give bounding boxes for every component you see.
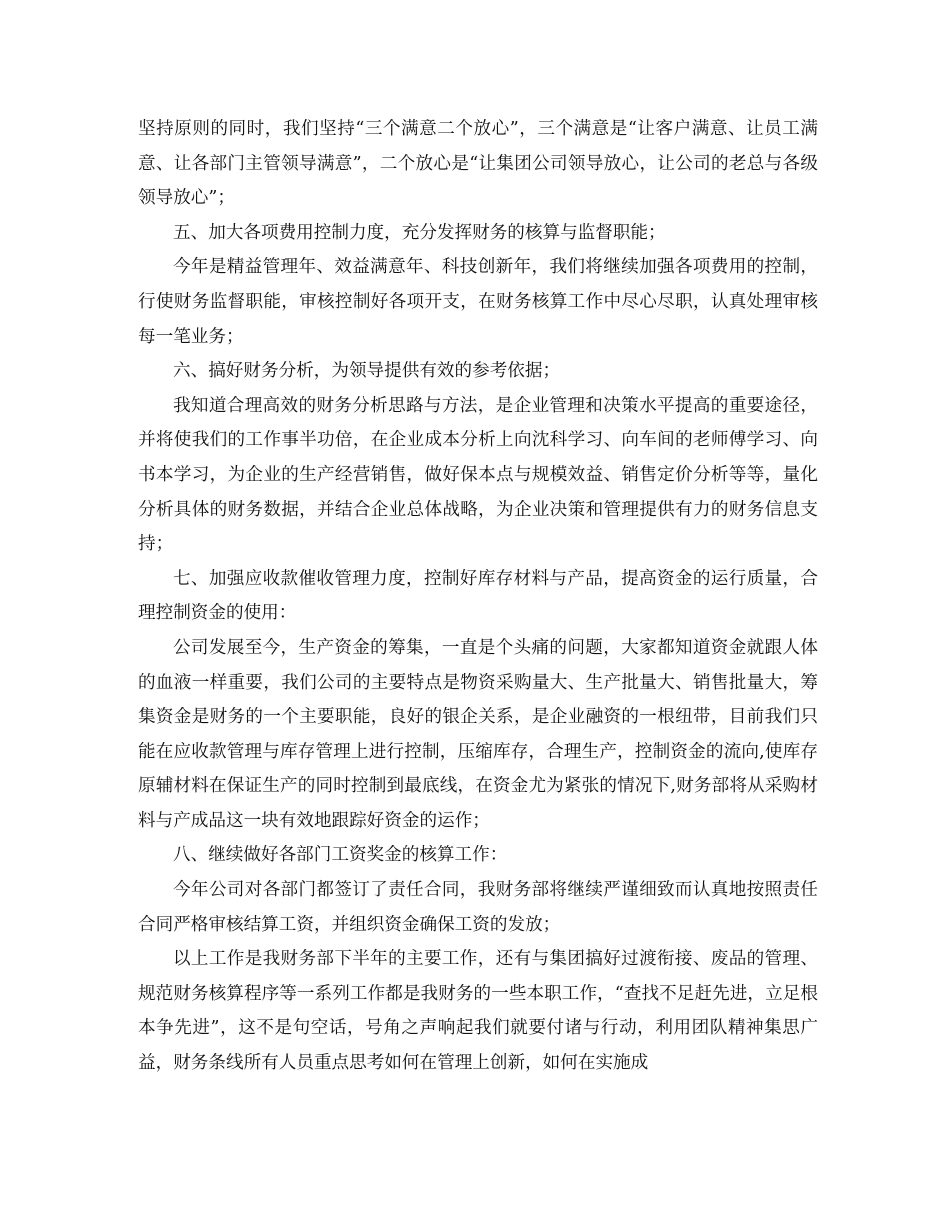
heading-item-seven: 七、加强应收款催收管理力度，控制好库存材料与产品，提高资金的运行质量，合理控制资金的使用： <box>138 568 818 624</box>
heading-item-eight: 八、继续做好各部门工资奖金的核算工作： <box>173 845 508 866</box>
paragraph-financial-analysis: 我知道合理高效的财务分析思路与方法，是企业管理和决策水平提高的重要途径，并将使我们的工作事半功倍，在企业成本分析上向沈科学习、向车间的老师傅学习、向书本学习，为企业的生产经营销售，做好保本点与规模效益、销售定价分析等等，量化分析具体的财务数据，并结合企业总体战略，为企业决策和管理提供有力的财务信息支持； <box>138 395 818 555</box>
paragraph-summary: 以上工作是我财务部下半年的主要工作，还有与集团搞好过渡衔接、废品的管理、规范财务核算程序等一系列工作都是我财务的一些本职工作，“查找不足赶先进，立足根本争先进”，这不是句空话，号角之声响起我们就要付诸与行动，利用团队精神集思广益，财务条线所有人员重点思考如何在管理上创新，如何在实施成 <box>138 949 818 1074</box>
heading-item-six: 六、搞好财务分析，为领导提供有效的参考依据； <box>173 361 561 382</box>
paragraph-cost-control: 今年是精益管理年、效益满意年、科技创新年，我们将继续加强各项费用的控制，行使财务监督职能，审核控制好各项开支，在财务核算工作中尽心尽职，认真处理审核每一笔业务； <box>138 257 818 347</box>
paragraph-payroll: 今年公司对各部门都签订了责任合同，我财务部将继续严谨细致而认真地按照责任合同严格审核结算工资，并组织资金确保工资的发放； <box>138 880 818 935</box>
paragraph-principles: 坚持原则的同时，我们坚持“三个满意二个放心”，三个满意是“让客户满意、让员工满意、让各部门主管领导满意”，二个放心是“让集团公司领导放心，让公司的老总与各级领导放心”； <box>138 119 818 209</box>
paragraph-capital-management: 公司发展至今，生产资金的筹集，一直是个头痛的问题，大家都知道资金就跟人体的血液一样重要，我们公司的主要特点是物资采购量大、生产批量大、销售批量大，筹集资金是财务的一个主要职能，良好的银企关系，是企业融资的一根纽带，目前我们只能在应收款管理与库存管理上进行控制，压缩库存，合理生产，控制资金的流向,使库存原辅材料在保证生产的同时控制到最底线，在资金尤为紧张的情况下,财务部将从采购材料与产成品这一块有效地跟踪好资金的运作； <box>138 637 818 831</box>
heading-item-five: 五、加大各项费用控制力度，充分发挥财务的核算与监督职能； <box>173 222 666 243</box>
document-page <box>138 112 818 1081</box>
